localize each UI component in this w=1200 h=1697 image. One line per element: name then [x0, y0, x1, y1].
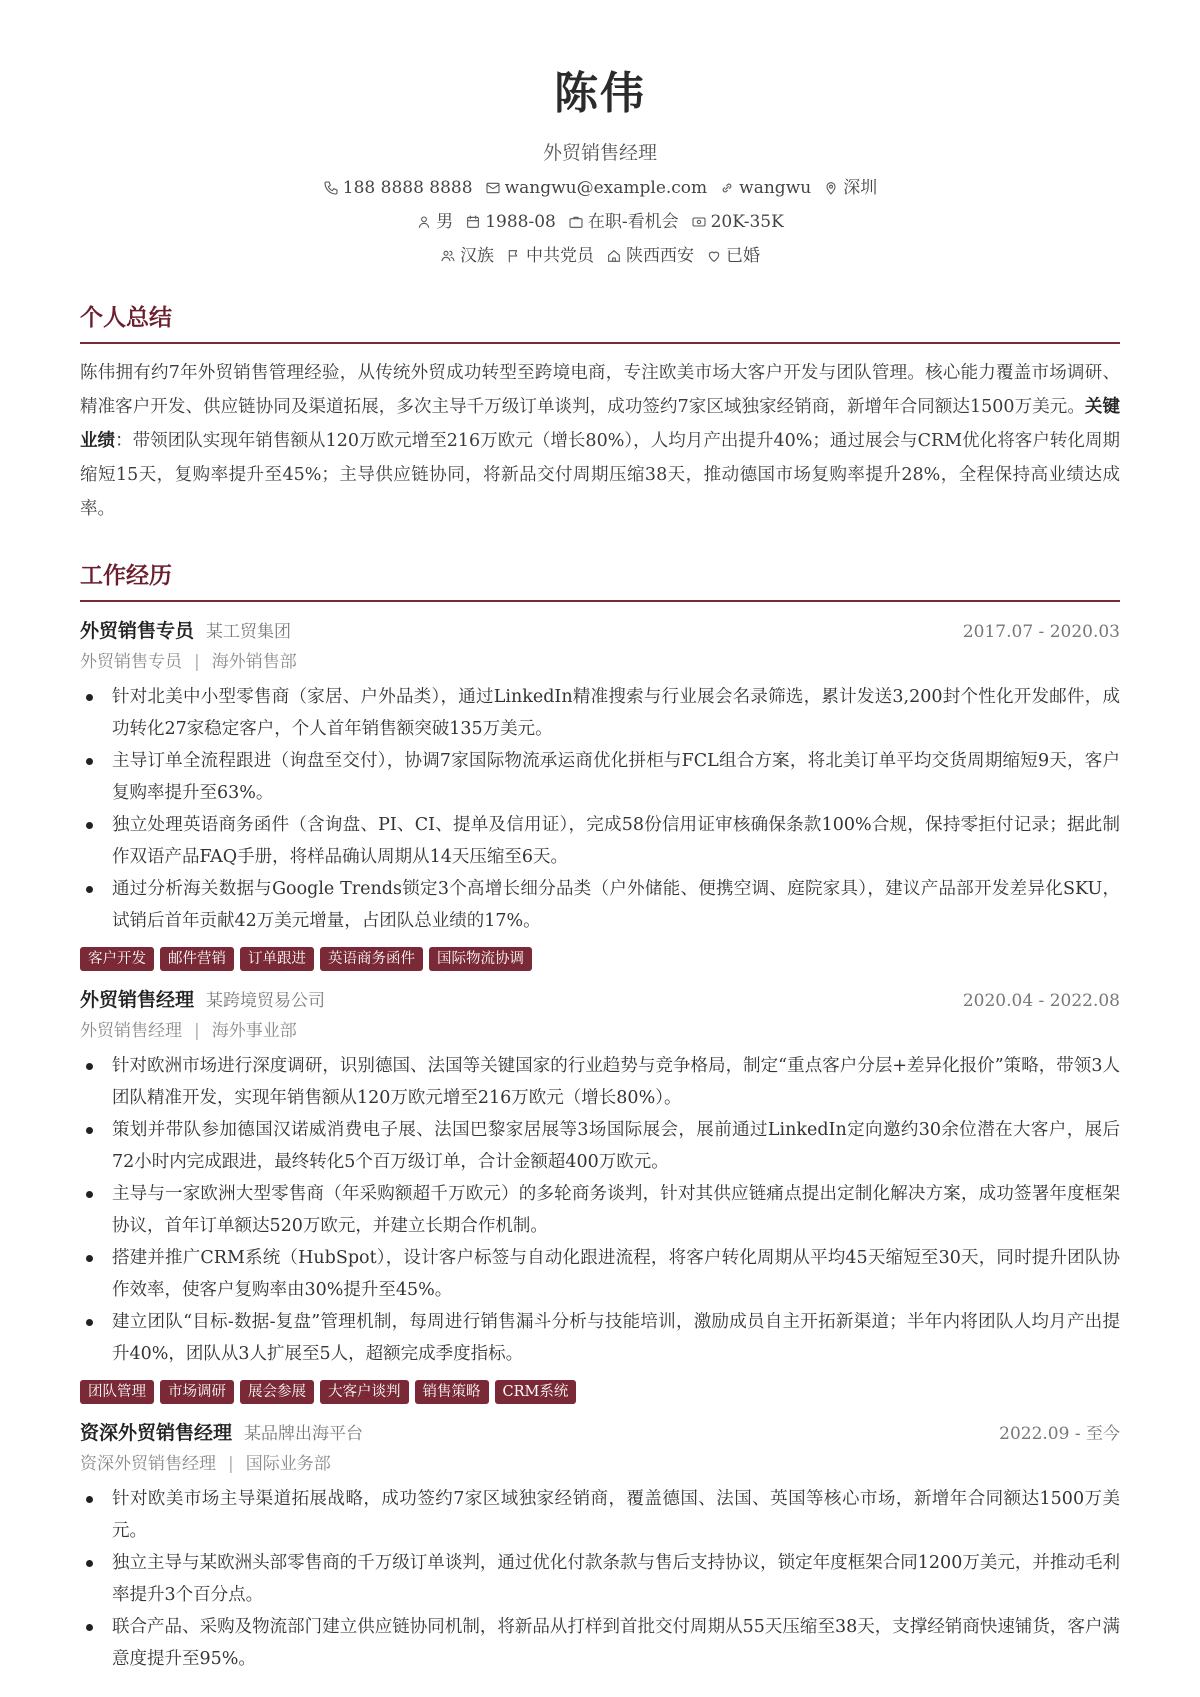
briefcase-icon — [568, 214, 584, 230]
job-separator: | — [194, 652, 200, 672]
location-pin-icon — [823, 180, 839, 196]
phone-text: 188 8888 8888 — [342, 178, 473, 198]
salary-item — [691, 210, 784, 234]
job-bullet: 主导与一家欧洲大型零售商（年采购额超千万欧元）的多轮商务谈判，针对其供应链痛点提出定制化解决方案，成功签署年度框架协议，首年订单额达520万欧元，并建立长期合作机制。 — [80, 1178, 1120, 1242]
hometown-text: 陕西西安 — [626, 246, 694, 266]
summary-key-label: 关键业绩 — [80, 397, 1120, 451]
job-date: 2020.04 - 2022.08 — [962, 991, 1120, 1011]
job-position: 外贸销售经理 — [80, 1021, 182, 1041]
job-bullet: 针对欧美市场主导渠道拓展战略，成功签约7家区域独家经销商，覆盖德国、法国、英国等核心市场，新增年合同额达1500万美元。 — [80, 1483, 1120, 1547]
ethnicity-item — [440, 244, 494, 268]
email-text: wangwu@example.com — [504, 178, 708, 198]
job-header — [80, 1418, 1120, 1449]
job-bullet: 通过分析海关数据与Google Trends锁定3个高增长细分品类（户外储能、便携空调、庭院家具），建议产品部开发差异化SKU，试销后首年贡献42万美元增量，占团队总业绩的17%。 — [80, 873, 1120, 937]
candidate-title: 外贸销售经理 — [542, 142, 657, 164]
skill-tag: CRM系统 — [495, 1380, 577, 1404]
extra-row — [80, 244, 1120, 268]
gender-item — [416, 210, 453, 234]
mail-icon — [485, 180, 501, 196]
job-bullet: 建立团队“目标-数据-复盘”管理机制，每周进行销售漏斗分析与技能培训，激励成员自主开拓新渠道；半年内将团队人均月产出提升40%，团队从3人扩展至5人，超额完成季度指标。 — [80, 1306, 1120, 1370]
ethnicity-text: 汉族 — [460, 246, 494, 266]
home-icon — [606, 248, 622, 264]
job-tags — [80, 1380, 1120, 1404]
gender-text: 男 — [436, 212, 454, 232]
job-entry — [80, 616, 1120, 971]
skill-tag: 客户开发 — [80, 947, 154, 971]
marital-item — [706, 244, 760, 268]
heart-icon — [706, 248, 722, 264]
job-entry — [80, 1418, 1120, 1675]
calendar-icon — [465, 214, 481, 230]
job-separator: | — [228, 1454, 234, 1474]
job-subline — [80, 1449, 1120, 1479]
marital-text: 已婚 — [726, 246, 760, 266]
job-bullets — [80, 1050, 1120, 1370]
job-bullet: 搭建并推广CRM系统（HubSpot），设计客户标签与自动化跟进流程，将客户转化周期从平均45天缩短至30天，同时提升团队协作效率，使客户复购率由30%提升至45%。 — [80, 1242, 1120, 1306]
summary-text — [80, 356, 1120, 526]
skill-tag: 销售策略 — [415, 1380, 489, 1404]
wechat-item[interactable] — [719, 176, 811, 200]
wechat-text: wangwu — [739, 178, 812, 198]
contact-row — [80, 176, 1120, 200]
job-bullet: 针对北美中小型零售商（家居、户外品类），通过LinkedIn精准搜索与行业展会名录筛选，累计发送3,200封个性化开发邮件，成功转化27家稳定客户，个人首年销售额突破135万美元。 — [80, 681, 1120, 745]
job-department: 海外销售部 — [211, 652, 297, 672]
politics-text: 中共党员 — [526, 246, 594, 266]
job-department: 国际业务部 — [245, 1454, 331, 1474]
summary-text-a: 陈伟拥有约7年外贸销售管理经验，从传统外贸成功转型至跨境电商，专注欧美市场大客户开发与团队管理。核心能力覆盖市场调研、精准客户开发、供应链协同及渠道拓展，多次主导千万级订单谈判，成功签约7家区域独家经销商，新增年合同额达1500万美元。 — [80, 363, 1120, 417]
status-item — [568, 210, 679, 234]
job-tags — [80, 947, 1120, 971]
job-bullet: 主导订单全流程跟进（询盘至交付），协调7家国际物流承运商优化拼柜与FCL组合方案，将北美订单平均交货周期缩短9天，客户复购率提升至63%。 — [80, 745, 1120, 809]
job-header — [80, 985, 1120, 1016]
birth-text: 1988-08 — [485, 212, 556, 232]
job-position: 外贸销售专员 — [80, 652, 182, 672]
email-item[interactable] — [485, 176, 708, 200]
job-position: 资深外贸销售经理 — [80, 1454, 216, 1474]
job-company: 某工贸集团 — [206, 622, 292, 642]
status-text: 在职-看机会 — [587, 212, 679, 232]
skill-tag: 国际物流协调 — [429, 947, 532, 971]
job-bullet: 针对欧洲市场进行深度调研，识别德国、法国等关键国家的行业趋势与竞争格局，制定“重点客户分层+差异化报价”策略，带领3人团队精准开发，实现年销售额从120万欧元增至216万欧元（增长80%）。 — [80, 1050, 1120, 1114]
users-icon — [440, 248, 456, 264]
job-header-left — [80, 985, 325, 1016]
experience-section — [80, 560, 1120, 1675]
job-header — [80, 616, 1120, 647]
job-header-left — [80, 616, 291, 647]
user-icon — [416, 214, 432, 230]
experience-heading: 工作经历 — [80, 560, 1120, 602]
city-item — [823, 176, 877, 200]
resume-header — [80, 0, 1120, 268]
summary-text-b: ：带领团队实现年销售额从120万欧元增至216万欧元（增长80%），人均月产出提升40%；通过展会与CRM优化将客户转化周期缩短15天，复购率提升至45%；主导供应链协同，将新品交付周期压缩38天，推动德国市场复购率提升28%，全程保持高业绩达成率。 — [80, 431, 1120, 519]
politics-item — [506, 244, 594, 268]
job-list — [80, 616, 1120, 1675]
job-role: 资深外贸销售经理 — [80, 1422, 233, 1444]
skill-tag: 市场调研 — [160, 1380, 234, 1404]
job-role: 外贸销售专员 — [80, 620, 195, 642]
hometown-item — [606, 244, 694, 268]
job-entry — [80, 985, 1120, 1404]
flag-icon — [506, 248, 522, 264]
skill-tag: 展会参展 — [240, 1380, 314, 1404]
job-bullet: 独立主导与某欧洲头部零售商的千万级订单谈判，通过优化付款条款与售后支持协议，锁定年度框架合同1200万美元，并推动毛利率提升3个百分点。 — [80, 1547, 1120, 1611]
job-bullet: 策划并带队参加德国汉诺威消费电子展、法国巴黎家居展等3场国际展会，展前通过LinkedIn定向邀约30余位潜在大客户，展后72小时内完成跟进，最终转化5个百万级订单，合计金额超400万欧元。 — [80, 1114, 1120, 1178]
job-company: 某品牌出海平台 — [244, 1424, 364, 1444]
basics-row — [80, 210, 1120, 234]
job-bullet: 联合产品、采购及物流部门建立供应链协同机制，将新品从打样到首批交付周期从55天压缩至38天，支撑经销商快速铺货，客户满意度提升至95%。 — [80, 1611, 1120, 1675]
skill-tag: 团队管理 — [80, 1380, 154, 1404]
job-company: 某跨境贸易公司 — [206, 991, 326, 1011]
job-bullets — [80, 1483, 1120, 1675]
job-subline — [80, 1016, 1120, 1046]
candidate-name: 陈伟 — [554, 68, 646, 119]
wechat-icon — [719, 180, 735, 196]
skill-tag: 邮件营销 — [160, 947, 234, 971]
money-icon — [691, 214, 707, 230]
skill-tag: 英语商务函件 — [320, 947, 423, 971]
job-subline — [80, 647, 1120, 677]
job-date: 2017.07 - 2020.03 — [962, 622, 1120, 642]
birth-item — [465, 210, 556, 234]
job-department: 海外事业部 — [211, 1021, 297, 1041]
job-bullets — [80, 681, 1120, 937]
job-separator: | — [194, 1021, 200, 1041]
salary-text: 20K-35K — [710, 212, 784, 232]
skill-tag: 大客户谈判 — [320, 1380, 409, 1404]
job-bullet: 独立处理英语商务函件（含询盘、PI、CI、提单及信用证），完成58份信用证审核确保条款100%合规，保持零拒付记录；据此制作双语产品FAQ手册，将样品确认周期从14天压缩至6天。 — [80, 809, 1120, 873]
job-header-left — [80, 1418, 363, 1449]
summary-heading: 个人总结 — [80, 302, 1120, 344]
skill-tag: 订单跟进 — [240, 947, 314, 971]
job-role: 外贸销售经理 — [80, 989, 195, 1011]
summary-section — [80, 302, 1120, 526]
phone-item[interactable] — [323, 176, 473, 200]
city-text: 深圳 — [843, 178, 878, 198]
job-date: 2022.09 - 至今 — [999, 1424, 1120, 1444]
phone-icon — [323, 180, 339, 196]
